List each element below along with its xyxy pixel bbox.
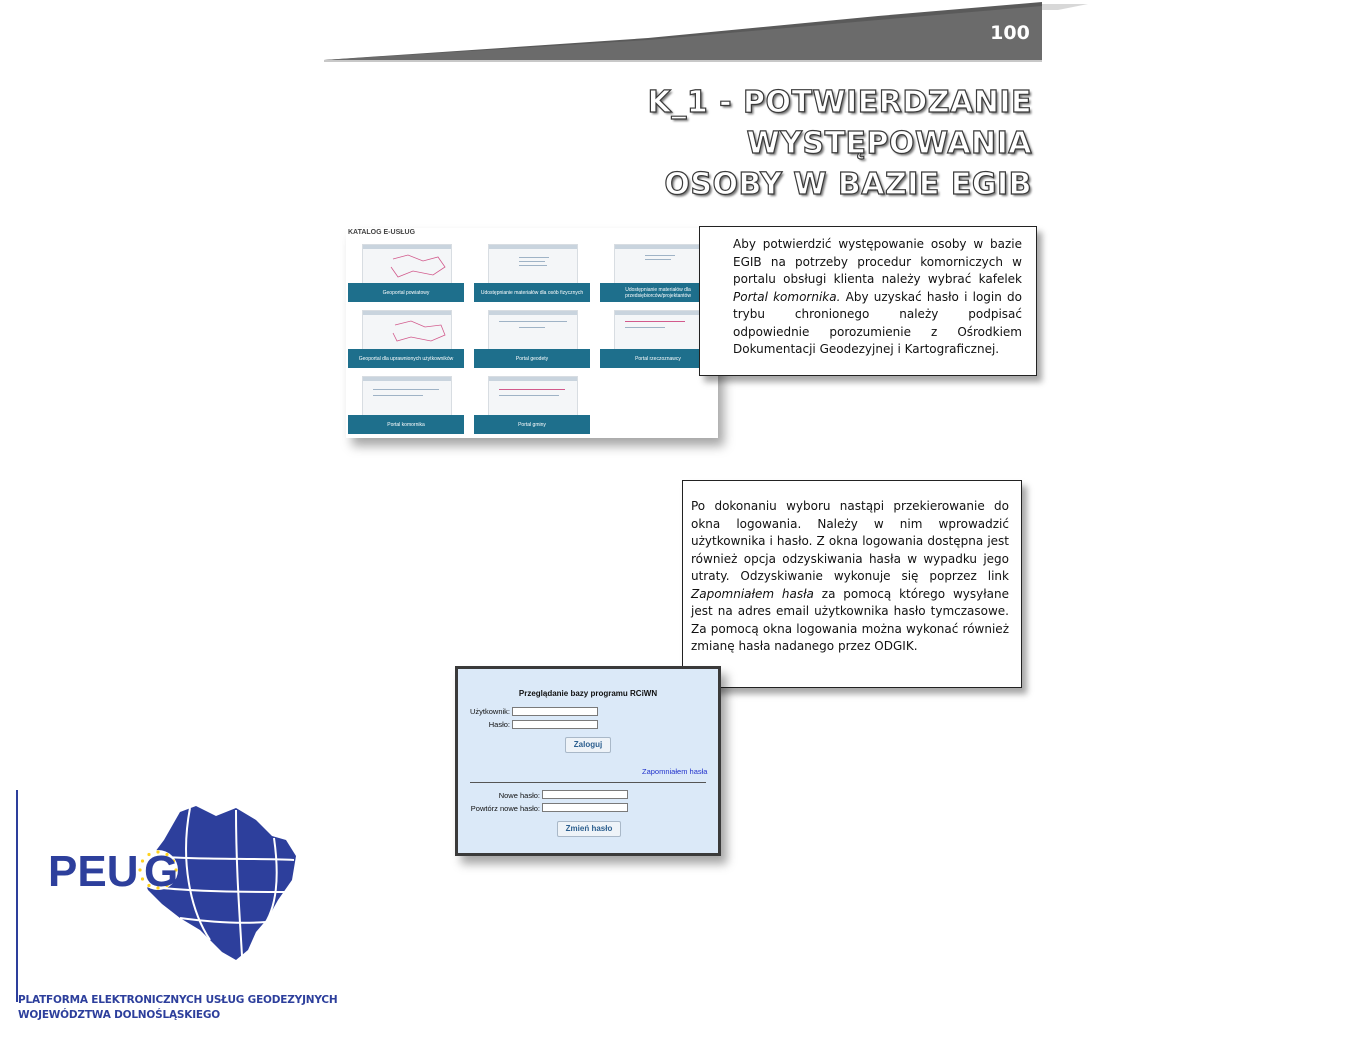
- tile-thumbnail: [362, 376, 452, 416]
- tile-portal-gminy: [474, 376, 590, 434]
- info-box-login: [682, 480, 1022, 688]
- box2-text-2: za pomocą którego wysyłane jest na adres email użytkownika hasło tymczasowe. Za pomocą okna logowania można wykonać również zmianę hasła nadanego przez ODGIK.: [691, 586, 1010, 653]
- box2-text-1: Po dokonaniu wyboru nastąpi przekierowanie do okna logowania. Należy w nim wprowadzić użytkownika i hasło. Z okna logowania dostępna jest również opcja odzyskiwania hasła w wypadku jego utraty. Odzyskiwanie wykonuje się poprzez link: [691, 499, 1009, 583]
- tile-thumbnail: [488, 310, 578, 350]
- logo-caption-line-1: PLATFORMA ELEKTRONICZNYCH USŁUG GEODEZYJNYCH: [18, 994, 338, 1006]
- login-title: Przeglądanie bazy programu RCiWN: [518, 689, 658, 698]
- tile-geoportal-uprawnieni: [348, 310, 464, 368]
- new-password-input[interactable]: [542, 790, 628, 799]
- page-number: 100: [990, 22, 1030, 44]
- tile-label: Portal komornika: [348, 415, 464, 434]
- tile-label: Udostępnianie materiałów dla osób fizycznych: [474, 283, 590, 302]
- user-label: Użytkownik:: [469, 707, 510, 716]
- user-input[interactable]: [512, 707, 598, 716]
- box1-text-1: Aby potwierdzić występowanie osoby w bazie EGIB na potrzeby procedur komorniczych w portalu obsługi klienta należy wybrać kafelek: [733, 237, 1022, 286]
- tile-thumbnail: [488, 244, 578, 284]
- tile-thumbnail: [488, 376, 578, 416]
- tile-label: Geoportal dla uprawnionych użytkowników: [348, 349, 464, 368]
- page-title: [380, 82, 1032, 205]
- password-input[interactable]: [512, 720, 598, 729]
- tile-materialy-osoby-fizyczne: [474, 244, 590, 302]
- login-separator: [470, 782, 706, 783]
- logo-vertical-line: [16, 790, 18, 1002]
- password-label: Hasło:: [488, 720, 510, 729]
- tile-label: Udostępnianie materiałów dla przedsiębiorców/projektantów: [600, 283, 716, 302]
- peug-logo-map: [40, 800, 320, 970]
- logo-caption-line-2: WOJEWÓDZTWA DOLNOŚLĄSKIEGO: [18, 1009, 221, 1021]
- tile-label: Geoportal powiatowy: [348, 283, 464, 302]
- tile-thumbnail: [362, 310, 452, 350]
- repeat-password-input[interactable]: [542, 803, 628, 812]
- catalog-heading: KATALOG E-USŁUG: [348, 229, 416, 236]
- tile-label: Portal rzeczoznawcy: [600, 349, 716, 368]
- tile-label: Portal geodety: [474, 349, 590, 368]
- tile-thumbnail: [362, 244, 452, 284]
- info-box-portal-komornika: [699, 226, 1037, 376]
- repeat-password-label: Powtórz nowe hasło:: [470, 804, 540, 813]
- logo-acronym-end: G: [144, 847, 179, 896]
- tile-label: Portal gminy: [474, 415, 590, 434]
- forgot-password-link[interactable]: Zapomniałem hasła: [642, 767, 708, 776]
- tile-geoportal-powiatowy: [348, 244, 464, 302]
- login-button[interactable]: Zaloguj: [565, 737, 611, 753]
- title-line-1: K_1 - POTWIERDZANIE WYSTĘPOWANIA: [647, 85, 1032, 161]
- box1-italic: Portal komornika.: [733, 289, 841, 304]
- tile-thumbnail: [614, 310, 704, 350]
- box1-text-2: Aby uzyskać hasło i login do trybu chronionego należy podpisać odpowiednie porozumienie z Ośrodkiem Dokumentacji Geodezyjnej i Kartograficznej.: [733, 289, 1023, 356]
- change-password-button[interactable]: Zmień hasło: [557, 821, 621, 837]
- tile-portal-komornika: [348, 376, 464, 434]
- logo-caption: [18, 993, 358, 1023]
- header-band: [318, 0, 1088, 70]
- title-line-2: OSOBY W BAZIE EGIB: [664, 167, 1032, 202]
- login-window: [455, 666, 721, 856]
- tile-thumbnail: [614, 244, 704, 284]
- catalog-screenshot: [346, 228, 718, 438]
- box2-italic: Zapomniałem hasła: [691, 586, 814, 601]
- logo-acronym: PEU: [48, 847, 139, 896]
- tile-portal-geodety: [474, 310, 590, 368]
- new-password-label: Nowe hasło:: [498, 791, 540, 800]
